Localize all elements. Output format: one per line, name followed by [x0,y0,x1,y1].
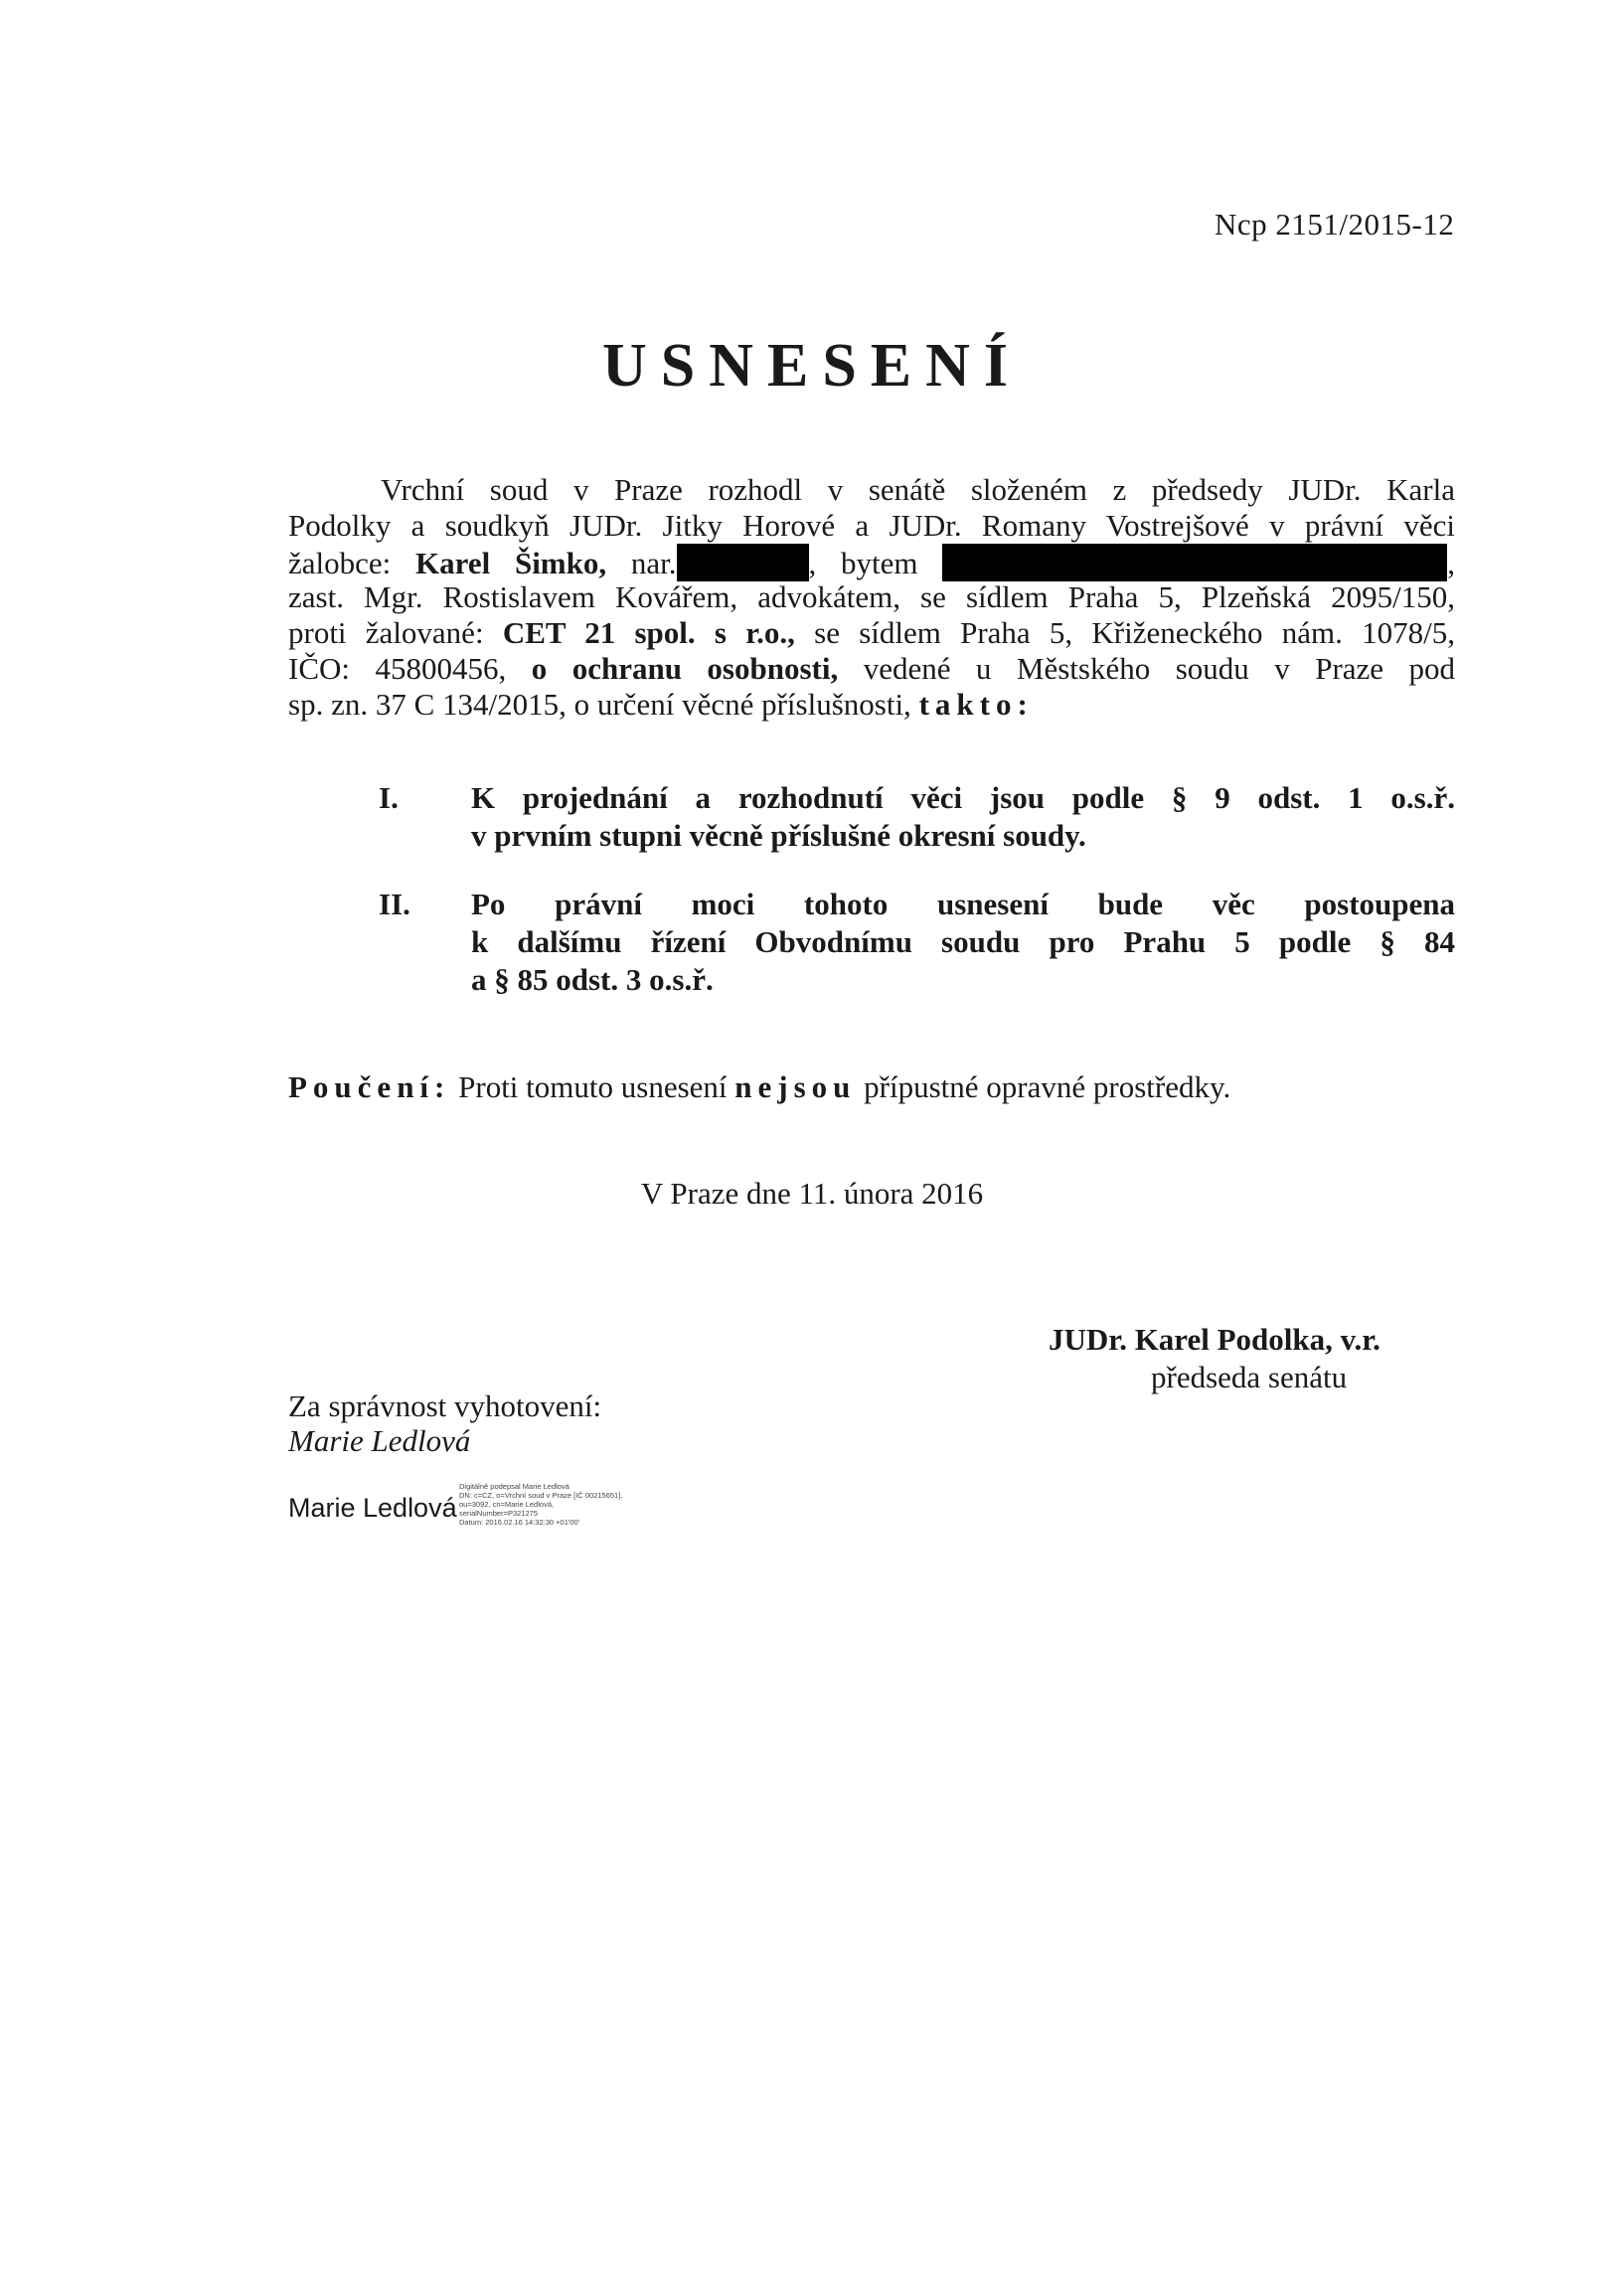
digital-signature-line: ou=3092, cn=Marie Ledlová, [459,1500,555,1509]
takto-keyword: takto: [918,687,1034,722]
redaction-bar [677,544,809,581]
redaction-bar [942,544,1447,581]
plaintiff-label: žalobce: [288,546,392,580]
case-subject: o ochranu osobnosti, [531,651,839,686]
correctness-label: Za správnost vyhotovení: [288,1388,602,1423]
intro-line [288,615,1455,651]
file-number: sp. zn. 37 C 134/2015, o určení věcné příslušnosti, [288,687,911,722]
digital-signature-line: Datum: 2016.02.16 14:32:30 +01'00' [459,1518,580,1527]
digital-signature-details [459,1482,622,1527]
verdict-line: Po právní moci tohoto usnesení bude věc postoupena [471,887,1455,921]
date-line: V Praze dne 11. února 2016 [640,1176,984,1211]
instruction-label: Poučení: [288,1069,451,1104]
judge-role: předseda senátu [1151,1360,1348,1394]
instruction-text: Proti tomuto usnesení [458,1069,728,1104]
residence-label: , bytem [808,546,918,580]
instruction-text: přípustné opravné prostředky. [864,1069,1231,1104]
digital-signature-line: serialNumber=P321275 [459,1509,539,1518]
intro-line [288,544,1455,581]
instruction-emphasis: nejsou [734,1069,857,1104]
birth-label: nar. [630,546,677,580]
digital-signature-line: Digitálně podepsal Marie Ledlová [459,1482,569,1491]
digital-signature-name: Marie Ledlová [288,1493,457,1523]
intro-line [288,651,1455,687]
verdict-line: v prvním stupni věcně příslušné okresní soudy. [471,818,1086,853]
intro-line: Podolky a soudkyň JUDr. Jitky Horové a JUDr. Romany Vostrejšové v právní věci [288,508,1455,543]
defendant-address: se sídlem Praha 5, Křiženeckého nám. 1078/5, [814,615,1456,650]
defendant-label: proti žalované: [288,615,484,650]
verdict-number: I. [379,780,399,815]
document-title: USNESENÍ [601,332,1023,400]
case-reference: Ncp 2151/2015-12 [1215,207,1455,242]
intro-line [288,687,1034,723]
verdict-line: k dalšímu řízení Obvodnímu soudu pro Prahu 5 podle § 84 [471,924,1455,959]
verdict-line: a § 85 odst. 3 o.s.ř. [471,962,714,997]
digital-signature-line: DN: c=CZ, o=Vrchní soud v Praze [IČ 00215651], [459,1491,623,1500]
verdict-line: K projednání a rozhodnutí věci jsou podle § 9 odst. 1 o.s.ř. [471,780,1455,815]
plaintiff-name: Karel Šimko, [415,546,607,580]
intro-line: Vrchní soud v Praze rozhodl v senátě složeném z předsedy JUDr. Karla [381,472,1455,507]
comma: , [1447,546,1455,580]
company-id: IČO: 45800456, [288,651,507,686]
defendant-name: CET 21 spol. s r.o., [502,615,795,650]
verdict-number: II. [379,887,410,921]
court-info: vedené u Městského soudu v Praze pod [863,651,1456,686]
correctness-name: Marie Ledlová [288,1423,471,1458]
judge-signature: JUDr. Karel Podolka, v.r. [1049,1322,1380,1357]
intro-line: zast. Mgr. Rostislavem Kovářem, advokátem, se sídlem Praha 5, Plzeňská 2095/150, [288,579,1455,614]
legal-instruction [288,1069,1230,1105]
